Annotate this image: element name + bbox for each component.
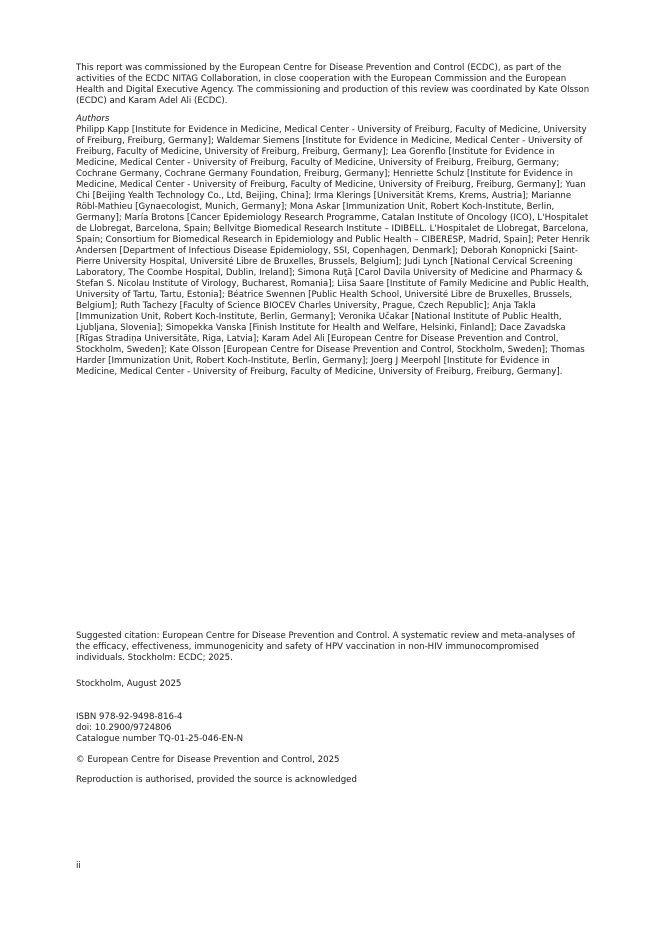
- catalogue-number: Catalogue number TQ-01-25-046-EN-N: [76, 734, 244, 744]
- publication-info: [76, 631, 590, 786]
- reproduction-notice: Reproduction is authorised, provided the source is acknowledged: [76, 775, 357, 785]
- copyright: © European Centre for Disease Prevention and Control, 2025: [76, 755, 340, 765]
- page-number: ii: [76, 861, 81, 871]
- authors-list: Philipp Kapp [Institute for Evidence in Medicine, Medical Center - University of Freiburg, Faculty of Medicine, University of Freiburg, Freiburg, Germany]; Waldemar Siemens [Institute for Evidence in Medicine, Medical Center - University of Freiburg, Faculty of Medicine, University of Freiburg, Freiburg, Germany]; Lea Gorenflo [Institute for Evidence in Medicine, Medical Center - University of Freiburg, Faculty of Medicine, University of Freiburg, Freiburg, Germany; Cochrane Germany, Cochrane Germany Foundation, Freiburg, Germany]; Henriette Schulz [Institute for Evidence in Medicine, Medical Center - University of Freiburg, Faculty of Medicine, University of Freiburg, Freiburg, Germany]; Yuan Chi [Beijing Yealth Technology Co., Ltd, Beijing, China]; Irma Klerings [Universität Krems, Krems, Austria]; Marianne Röbl-Mathieu [Gynaecologist, Munich, Germany]; Mona Askar [Immunization Unit, Robert Koch-Institute, Berlin, Germany]; María Brotons [Cancer Epidemiology Research Programme, Catalan Institute of Oncology (ICO), L'Hospitalet de Llobregat, Barcelona, Spain; Bellvitge Biomedical Research Institute – IDIBELL. L'Hospitalet de Llobregat, Barcelona, Spain; Consortium for Biomedical Research in Epidemiology and Public Health – CIBERESP, Madrid, Spain]; Peter Henrik Andersen [Department of Infectious Disease Epidemiology, SSI, Copenhagen, Denmark]; Deborah Konopnicki [Saint-Pierre University Hospital, Université Libre de Bruxelles, Brussels, Belgium]; Judi Lynch [National Cervical Screening Laboratory, The Coombe Hospital, Dublin, Ireland]; Simona Ruţă [Carol Davila University of Medicine and Pharmacy & Stefan S. Nicolau Institute of Virology, Bucharest, Romania]; Liisa Saare [Institute of Family Medicine and Public Health, University of Tartu, Tartu, Estonia]; Béatrice Swennen [Public Health School, Université Libre de Bruxelles, Brussels, Belgium]; Ruth Tachezy [Faculty of Science BIOCEV Charles University, Prague, Czech Republic]; Anja Takla [Immunization Unit, Robert Koch-Institute, Berlin, Germany]; Veronika Učakar [National Institute of Public Health, Ljubljana, Slovenia]; Simopekka Vanska [Finish Institute for Health and Welfare, Helsinki, Finland]; Dace Zavadska [Rīgas Stradiņa Universitāte, Riga, Latvia]; Karam Adel Ali [European Centre for Disease Prevention and Control, Stockholm, Sweden]; Kate Olsson [European Centre for Disease Prevention and Control, Stockholm, Sweden]; Thomas Harder [Immunization Unit, Robert Koch-Institute, Berlin, Germany]; Joerg J Meerpohl [Institute for Evidence in Medicine, Medical Center - University of Freiburg, Faculty of Medicine, University of Freiburg, Freiburg, Germany].: [76, 125, 590, 377]
- upper-content: [76, 63, 590, 378]
- place-date: Stockholm, August 2025: [76, 679, 182, 689]
- authors-heading: Authors: [76, 114, 110, 124]
- suggested-citation: Suggested citation: European Centre for Disease Prevention and Control. A systematic review and meta-analyses of the efficacy, effectiveness, immunogenicity and safety of HPV vaccination in non-HIV immunocompromised individuals. Stockholm: ECDC; 2025.: [76, 631, 575, 663]
- commission-statement: This report was commissioned by the European Centre for Disease Prevention and Control (ECDC), as part of the activities of the ECDC NITAG Collaboration, in close cooperation with the European Commission and the European Health and Digital Executive Agency. The commissioning and production of this review was coordinated by Kate Olsson (ECDC) and Karam Adel Ali (ECDC).: [76, 63, 590, 106]
- doi: doi: 10.2900/9724806: [76, 723, 172, 733]
- isbn: ISBN 978-92-9498-816-4: [76, 712, 183, 722]
